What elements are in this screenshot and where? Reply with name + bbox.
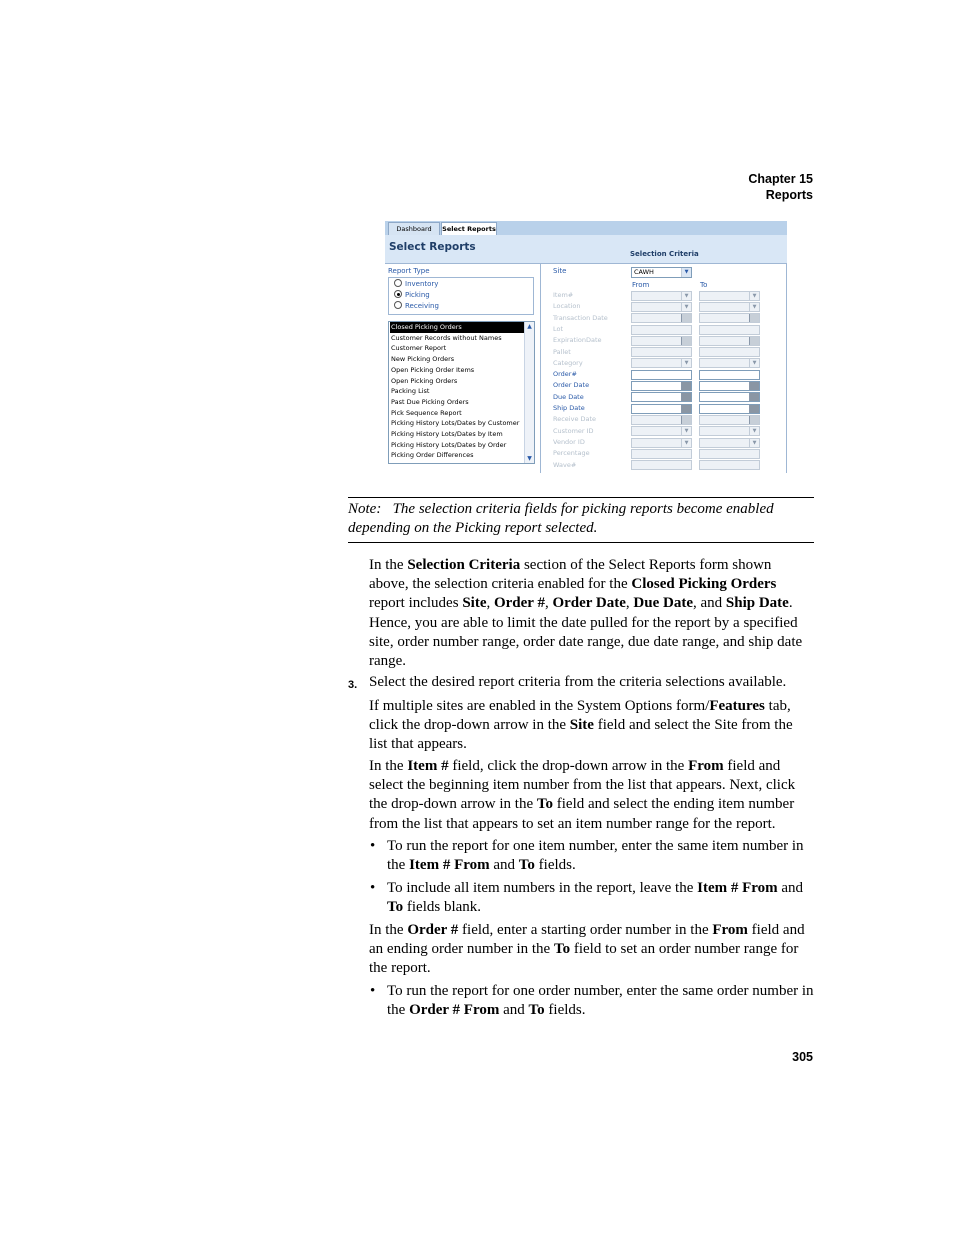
calendar-icon[interactable] xyxy=(681,405,691,413)
bullet-marker: • xyxy=(370,838,376,854)
from-field xyxy=(631,415,692,425)
step-3-text: Select the desired report criteria from the criteria selections available. xyxy=(369,674,787,690)
chevron-down-icon: ▼ xyxy=(681,427,691,435)
list-item[interactable]: Picking History Lots/Dates by Order xyxy=(391,440,507,449)
radio-receiving[interactable] xyxy=(394,301,534,312)
tab-select-reports[interactable]: Select Reports xyxy=(441,222,497,235)
from-field[interactable] xyxy=(631,381,692,391)
chevron-down-icon: ▼ xyxy=(749,439,759,447)
report-type-label: Report Type xyxy=(388,267,430,275)
list-item[interactable]: Open Picking Order Items xyxy=(391,365,475,374)
list-item[interactable]: Customer Records without Names xyxy=(391,333,502,342)
calendar-icon xyxy=(749,314,759,322)
chevron-down-icon: ▼ xyxy=(749,303,759,311)
note-text: The selection criteria fields for picking reports become enabled depending on the Picking report selected. xyxy=(348,501,774,536)
criteria-label: Receive Date xyxy=(553,415,597,424)
list-item[interactable]: Customer Report xyxy=(391,344,447,353)
chevron-down-icon: ▼ xyxy=(749,427,759,435)
site-label: Site xyxy=(553,267,567,275)
paragraph-item-number: In the Item # field, click the drop-down arrow in the From field and select the beginning item number from the list that appears. Next, click the drop-down arrow in the To field and select the ending item number from the list that appears to set an item number range for the report. xyxy=(369,758,796,832)
chevron-down-icon: ▼ xyxy=(681,439,691,447)
bullet-order-one: To run the report for one order number, enter the same order number in the Order # From and To fields. xyxy=(387,983,814,1019)
bullet-item-all-items: To include all item numbers in the report, leave the Item # From and To fields blank. xyxy=(387,880,804,916)
to-field xyxy=(699,302,760,312)
radio-button-icon xyxy=(394,279,402,287)
from-field xyxy=(631,426,692,436)
calendar-icon xyxy=(749,416,759,424)
radio-inventory[interactable] xyxy=(394,279,534,290)
criteria-label: Order# xyxy=(553,370,577,379)
section-label: Reports xyxy=(765,188,813,202)
to-field[interactable] xyxy=(699,392,760,402)
chevron-down-icon: ▼ xyxy=(749,359,759,367)
criteria-label: Customer ID xyxy=(553,426,594,435)
tab-bar xyxy=(385,221,787,235)
from-field xyxy=(631,325,692,335)
criteria-label: Order Date xyxy=(553,381,590,390)
to-field xyxy=(699,313,760,323)
calendar-icon xyxy=(681,416,691,424)
from-field[interactable] xyxy=(631,370,692,380)
to-field[interactable] xyxy=(699,404,760,414)
from-field xyxy=(631,302,692,312)
bullet-item-one-item: To run the report for one item number, enter the same item number in the Item # From and To fields. xyxy=(387,838,804,874)
to-field xyxy=(699,358,760,368)
list-item[interactable]: Picking History Lots/Dates by Item xyxy=(391,430,503,438)
list-item[interactable]: Open Picking Orders xyxy=(391,376,458,385)
from-field xyxy=(631,358,692,368)
list-item[interactable]: Picking History Lots/Dates by Customer xyxy=(391,419,520,428)
list-item[interactable]: Packing List xyxy=(391,387,430,396)
from-field[interactable] xyxy=(631,392,692,402)
to-field xyxy=(699,325,760,335)
criteria-label: Pallet xyxy=(553,347,571,356)
criteria-label: Transaction Date xyxy=(553,313,608,322)
radio-label: Picking xyxy=(405,291,430,299)
chevron-down-icon: ▼ xyxy=(681,292,691,300)
chevron-down-icon: ▼ xyxy=(681,303,691,311)
criteria-label: Item# xyxy=(553,291,574,299)
list-item[interactable]: New Picking Orders xyxy=(391,355,455,364)
criteria-label: Wave# xyxy=(553,460,577,469)
radio-label: Inventory xyxy=(405,280,439,288)
criteria-label: Vendor ID xyxy=(553,437,585,446)
criteria-label: Percentage xyxy=(553,449,590,458)
to-field[interactable] xyxy=(699,381,760,391)
form-title: Select Reports xyxy=(389,241,476,253)
paragraph-site: If multiple sites are enabled in the System Options form/Features tab, click the drop-down arrow in the Site field and select the Site from the list that appears. xyxy=(369,698,793,753)
to-field xyxy=(699,291,760,301)
criteria-label: Category xyxy=(553,358,583,367)
criteria-label: Ship Date xyxy=(553,404,585,412)
site-value: CAWH xyxy=(634,268,654,276)
to-field[interactable] xyxy=(699,370,760,380)
tab-dashboard[interactable]: Dashboard xyxy=(388,222,440,235)
to-field xyxy=(699,336,760,346)
calendar-icon xyxy=(681,337,691,345)
radio-label: Receiving xyxy=(405,302,439,310)
calendar-icon xyxy=(749,337,759,345)
from-field xyxy=(631,291,692,301)
to-field xyxy=(699,449,760,459)
from-field xyxy=(631,313,692,323)
from-field xyxy=(631,460,692,470)
from-field xyxy=(631,347,692,357)
chevron-down-icon: ▼ xyxy=(749,292,759,300)
step-number: 3. xyxy=(348,679,358,691)
select-reports-screenshot xyxy=(385,221,787,473)
note-prefix: Note: xyxy=(348,501,382,517)
note xyxy=(348,500,814,538)
site-dropdown[interactable] xyxy=(631,267,692,278)
selection-criteria-heading: Selection Criteria xyxy=(630,250,699,258)
to-field xyxy=(699,426,760,436)
to-field xyxy=(699,415,760,425)
from-field[interactable] xyxy=(631,404,692,414)
page-number: 305 xyxy=(792,1050,813,1064)
note-bottom-rule xyxy=(348,542,814,543)
scroll-up-icon[interactable]: ▲ xyxy=(527,323,532,330)
scroll-down-icon[interactable]: ▼ xyxy=(527,455,532,462)
from-heading: From xyxy=(632,281,650,289)
report-list-scrollbar[interactable] xyxy=(524,322,534,463)
list-item[interactable]: Picking Order Differences xyxy=(391,451,474,460)
list-item[interactable]: Closed Picking Orders xyxy=(390,322,527,333)
calendar-icon[interactable] xyxy=(681,393,691,401)
criteria-label: ExpirationDate xyxy=(553,336,602,345)
calendar-icon[interactable] xyxy=(749,382,759,390)
report-type-group xyxy=(388,277,534,315)
radio-selected-icon xyxy=(394,290,402,298)
calendar-icon[interactable] xyxy=(749,393,759,401)
from-field xyxy=(631,449,692,459)
to-field xyxy=(699,460,760,470)
list-item[interactable]: Past Due Picking Orders xyxy=(391,397,469,406)
list-item[interactable]: Pick Sequence Report xyxy=(391,408,462,417)
paragraph-selection-criteria: In the Selection Criteria section of the Select Reports form shown above, the selection criteria enabled for the Closed Picking Orders report includes Site, Order #, Order Date, Due Date, and Ship Date. Hence, you are able to limit the date pulled for the report by a specified site, order number range, order date range, due date range, and ship date range. xyxy=(369,557,803,670)
from-field xyxy=(631,336,692,346)
radio-picking[interactable] xyxy=(394,290,534,301)
to-heading: To xyxy=(700,281,708,289)
criteria-label: Lot xyxy=(553,324,564,333)
form-header xyxy=(385,235,787,264)
chevron-down-icon[interactable]: ▼ xyxy=(681,268,691,277)
criteria-label: Due Date xyxy=(553,392,584,401)
criteria-label: Location xyxy=(553,302,581,311)
calendar-icon xyxy=(681,314,691,322)
to-field xyxy=(699,438,760,448)
report-list[interactable] xyxy=(388,321,535,464)
chapter-label: Chapter 15 xyxy=(748,172,813,186)
from-field xyxy=(631,438,692,448)
note-top-rule xyxy=(348,497,814,498)
calendar-icon[interactable] xyxy=(681,382,691,390)
bullet-marker: • xyxy=(370,983,376,999)
chevron-down-icon: ▼ xyxy=(681,359,691,367)
bullet-marker: • xyxy=(370,880,376,896)
to-field xyxy=(699,347,760,357)
paragraph-order-number: In the Order # field, enter a starting order number in the From field and an ending order number in the To field to set an order number range for the report. xyxy=(369,922,805,977)
radio-button-icon xyxy=(394,301,402,309)
calendar-icon[interactable] xyxy=(749,405,759,413)
